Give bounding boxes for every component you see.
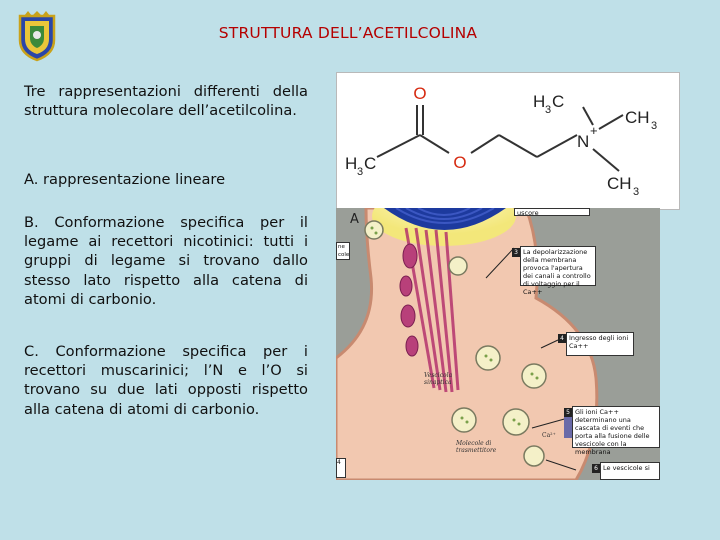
step-number-5: 5 (564, 408, 572, 417)
step-number-4: 4 (558, 334, 566, 343)
point-a-paragraph: A. rappresentazione lineare (24, 171, 226, 188)
methyl-left-h: H (345, 154, 358, 173)
label-synaptic-vesicle: Vescicola sinaptica (424, 372, 453, 386)
synaptic-terminal-illustration (336, 208, 660, 480)
point-b-paragraph: B. Conformazione specifica per il legame ai recettori nicotinici: tutti i gruppi di legame si trovano dallo stesso lato rispetto alla catena di atomi di carbonio. (24, 214, 308, 308)
caption-step-5: Gli ioni Ca++ determinano una cascata di eventi che porta alla fusione delle vescicole con la membrana (572, 406, 660, 448)
caption-fragment-left-1: ne (338, 244, 345, 250)
methyl-right-c: C (552, 92, 565, 111)
caption-fragment-bottom-left: 4 (336, 458, 346, 478)
methyl-right-h: H (533, 92, 546, 111)
point-c-paragraph: C. Conformazione specifica per i recettori muscarinici; l’N e l’O si trovano su due lati opposti rispetto alla catena di atomi di carbonio. (24, 343, 308, 418)
methyl-top-right-sub: 3 (651, 120, 658, 132)
step-number-3: 3 (512, 248, 520, 257)
methyl-left-sub: 3 (357, 166, 364, 178)
caption-fragment-top: uscore (514, 208, 590, 216)
oxygen-carbonyl-label: O (413, 84, 427, 103)
intro-paragraph: Tre rappresentazioni differenti della struttura molecolare dell’acetilcolina. (24, 83, 308, 120)
panel-letter: A (350, 212, 359, 227)
caption-fragment-left (336, 242, 350, 260)
acetylcholine-structure-figure (336, 72, 680, 210)
caption-step-3: La depolarizzazione della membrana provoca l'apertura dei canali a controllo di voltaggio per il Ca++ (520, 246, 596, 286)
positive-charge-label: + (590, 123, 598, 138)
step-number-6: 6 (592, 464, 600, 473)
caption-fragment-left-2: cole (338, 252, 350, 258)
slide-title: STRUTTURA DELL’ACETILCOLINA (218, 24, 478, 42)
caption-step-4: Ingresso degli ioni Ca++ (566, 332, 634, 356)
methyl-top-right-ch: CH (625, 108, 650, 127)
methyl-left-c: C (364, 154, 377, 173)
label-transmitter-molecules: Molecole di trasmettitore (456, 440, 497, 454)
methyl-bottom-ch: CH (607, 174, 632, 193)
methyl-bottom-sub: 3 (633, 186, 640, 198)
methyl-right-sub: 3 (545, 104, 552, 116)
label-calcium-ion: Ca²⁺ (542, 432, 556, 439)
caption-step-6: Le vescicole si (600, 462, 660, 480)
oxygen-ester-label: O (453, 153, 467, 172)
nitrogen-label: N (577, 132, 590, 151)
